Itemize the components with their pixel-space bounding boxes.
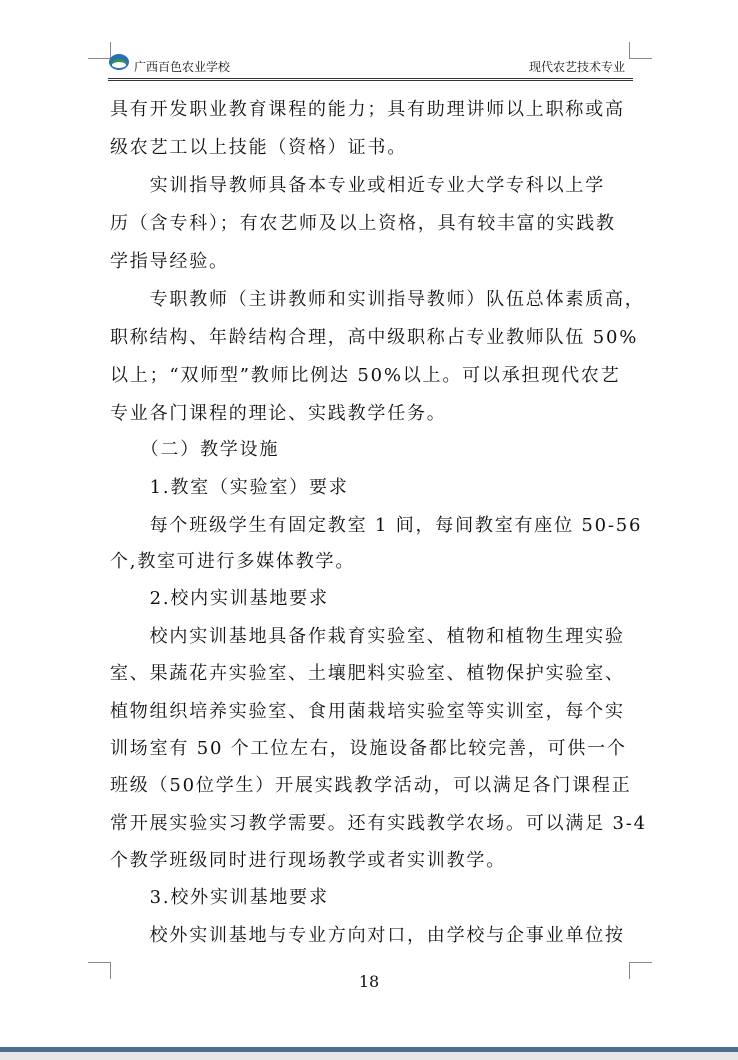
text-line: 学指导经验。 [110, 251, 229, 272]
text-line: 个,教室可进行多媒体教学。 [110, 551, 356, 572]
text-line: 实训指导教师具备本专业或相近专业大学专科以上学 [110, 175, 605, 196]
header-divider [108, 78, 633, 79]
text-line: 植物组织培养实验室、食用菌栽培实验室等实训室，每个实 [110, 701, 625, 722]
school-logo-icon [108, 52, 130, 72]
subsection-heading: 3.校外实训基地要求 [110, 887, 329, 908]
text-line: 训场室有 50 个工位左右，设施设备都比较完善，可供一个 [110, 738, 627, 759]
text-line: 历（含专科）；有农艺师及以上资格，具有较丰富的实践教 [110, 213, 616, 234]
text-line: 以上；“双师型”教师比例达 50%以上。可以承担现代农艺 [110, 365, 621, 386]
section-heading: （二）教学设施 [110, 439, 280, 460]
text-line: 室、果蔬花卉实验室、土壤肥料实验室、植物保护实验室、 [110, 663, 625, 684]
specialty-name: 现代农艺技术专业 [528, 60, 625, 74]
text-line: 每个班级学生有固定教室 1 间，每间教室有座位 50-56 [110, 515, 643, 536]
subsection-heading: 2.校内实训基地要求 [110, 588, 329, 609]
text-line: 专业各门课程的理论、实践教学任务。 [110, 403, 447, 424]
school-name: 广西百色农业学校 [134, 60, 231, 74]
page-number: 18 [358, 972, 380, 991]
text-line: 校外实训基地与专业方向对口，由学校与企事业单位按 [110, 925, 625, 946]
text-line: 具有开发职业教育课程的能力；具有助理讲师以上职称或高 [110, 99, 625, 120]
page-header [108, 48, 633, 78]
header-divider-second [108, 80, 633, 81]
text-line: 职称结构、年龄结构合理，高中级职称占专业教师队伍 50% [110, 327, 639, 348]
text-line: 级农艺工以上技能（资格）证书。 [110, 137, 407, 158]
text-line: 校内实训基地具备作栽育实验室、植物和植物生理实验 [110, 626, 625, 647]
text-line: 专职教师（主讲教师和实训指导教师）队伍总体素质高， [110, 289, 645, 310]
window-status-strip [0, 1052, 738, 1060]
text-line: 个教学班级同时进行现场教学或者实训教学。 [110, 850, 506, 871]
text-line: 班级（50位学生）开展实践教学活动，可以满足各门课程正 [110, 775, 632, 796]
subsection-heading: 1.教室（实验室）要求 [110, 477, 349, 498]
text-line: 常开展实验实习教学需要。还有实践教学农场。可以满足 3-4 [110, 813, 647, 834]
